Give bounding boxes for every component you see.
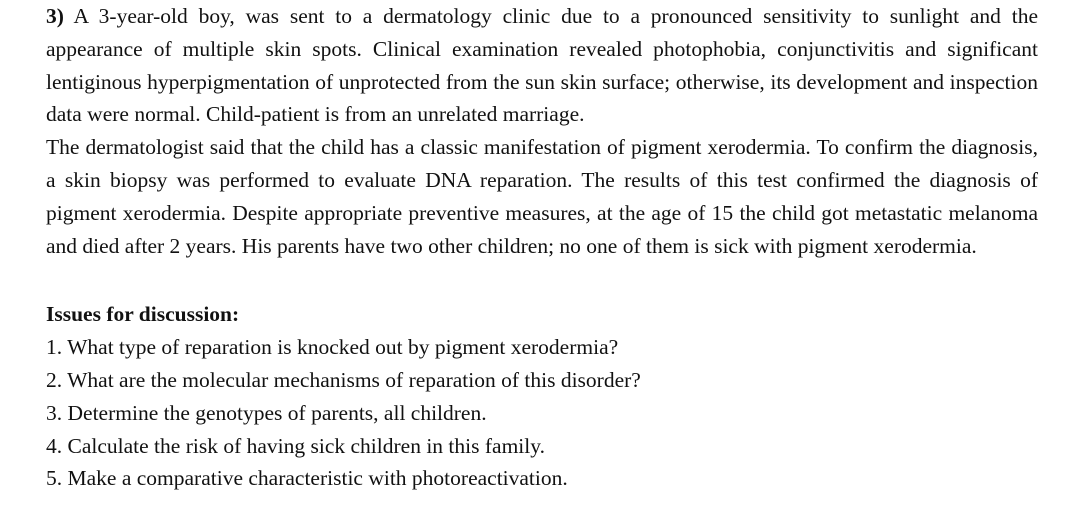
issue-item: 1. What type of reparation is knocked out by pigment xerodermia? <box>46 335 619 360</box>
case-paragraph-2: The dermatologist said that the child has a classic manifestation of pigment xerodermia. To confirm the diagnosis, a skin biopsy was performed to evaluate DNA reparation. The results of this test confirmed the diagnosis of pigment xerodermia. Despite appropriate preventive measures, at the age of 15 the child got metastatic melanoma and died after 2 years. His parents have two other children; no one of them is sick with pigment xerodermia. <box>46 135 1038 258</box>
issue-item: 5. Make a comparative characteristic with photoreactivation. <box>46 466 568 491</box>
document-body <box>46 0 1038 495</box>
issues-title: Issues for discussion: <box>46 302 240 327</box>
issue-item: 3. Determine the genotypes of parents, all children. <box>46 400 487 425</box>
case-text-1: A 3-year-old boy, was sent to a dermatology clinic due to a pronounced sensitivity to sunlight and the appearance of multiple skin spots. Clinical examination revealed photophobia, conjunctivitis and significant lentiginous hyperpigmentation of unprotected from the sun skin surface; otherwise, its development and inspection data were normal. Child-patient is from an unrelated marriage. <box>46 4 1038 127</box>
issue-item: 2. What are the molecular mechanisms of reparation of this disorder? <box>46 367 641 392</box>
issues-list <box>46 331 1038 495</box>
case-number: 3) <box>46 4 64 28</box>
case-paragraph-1 <box>46 0 1038 131</box>
issue-item: 4. Calculate the risk of having sick children in this family. <box>46 433 545 458</box>
